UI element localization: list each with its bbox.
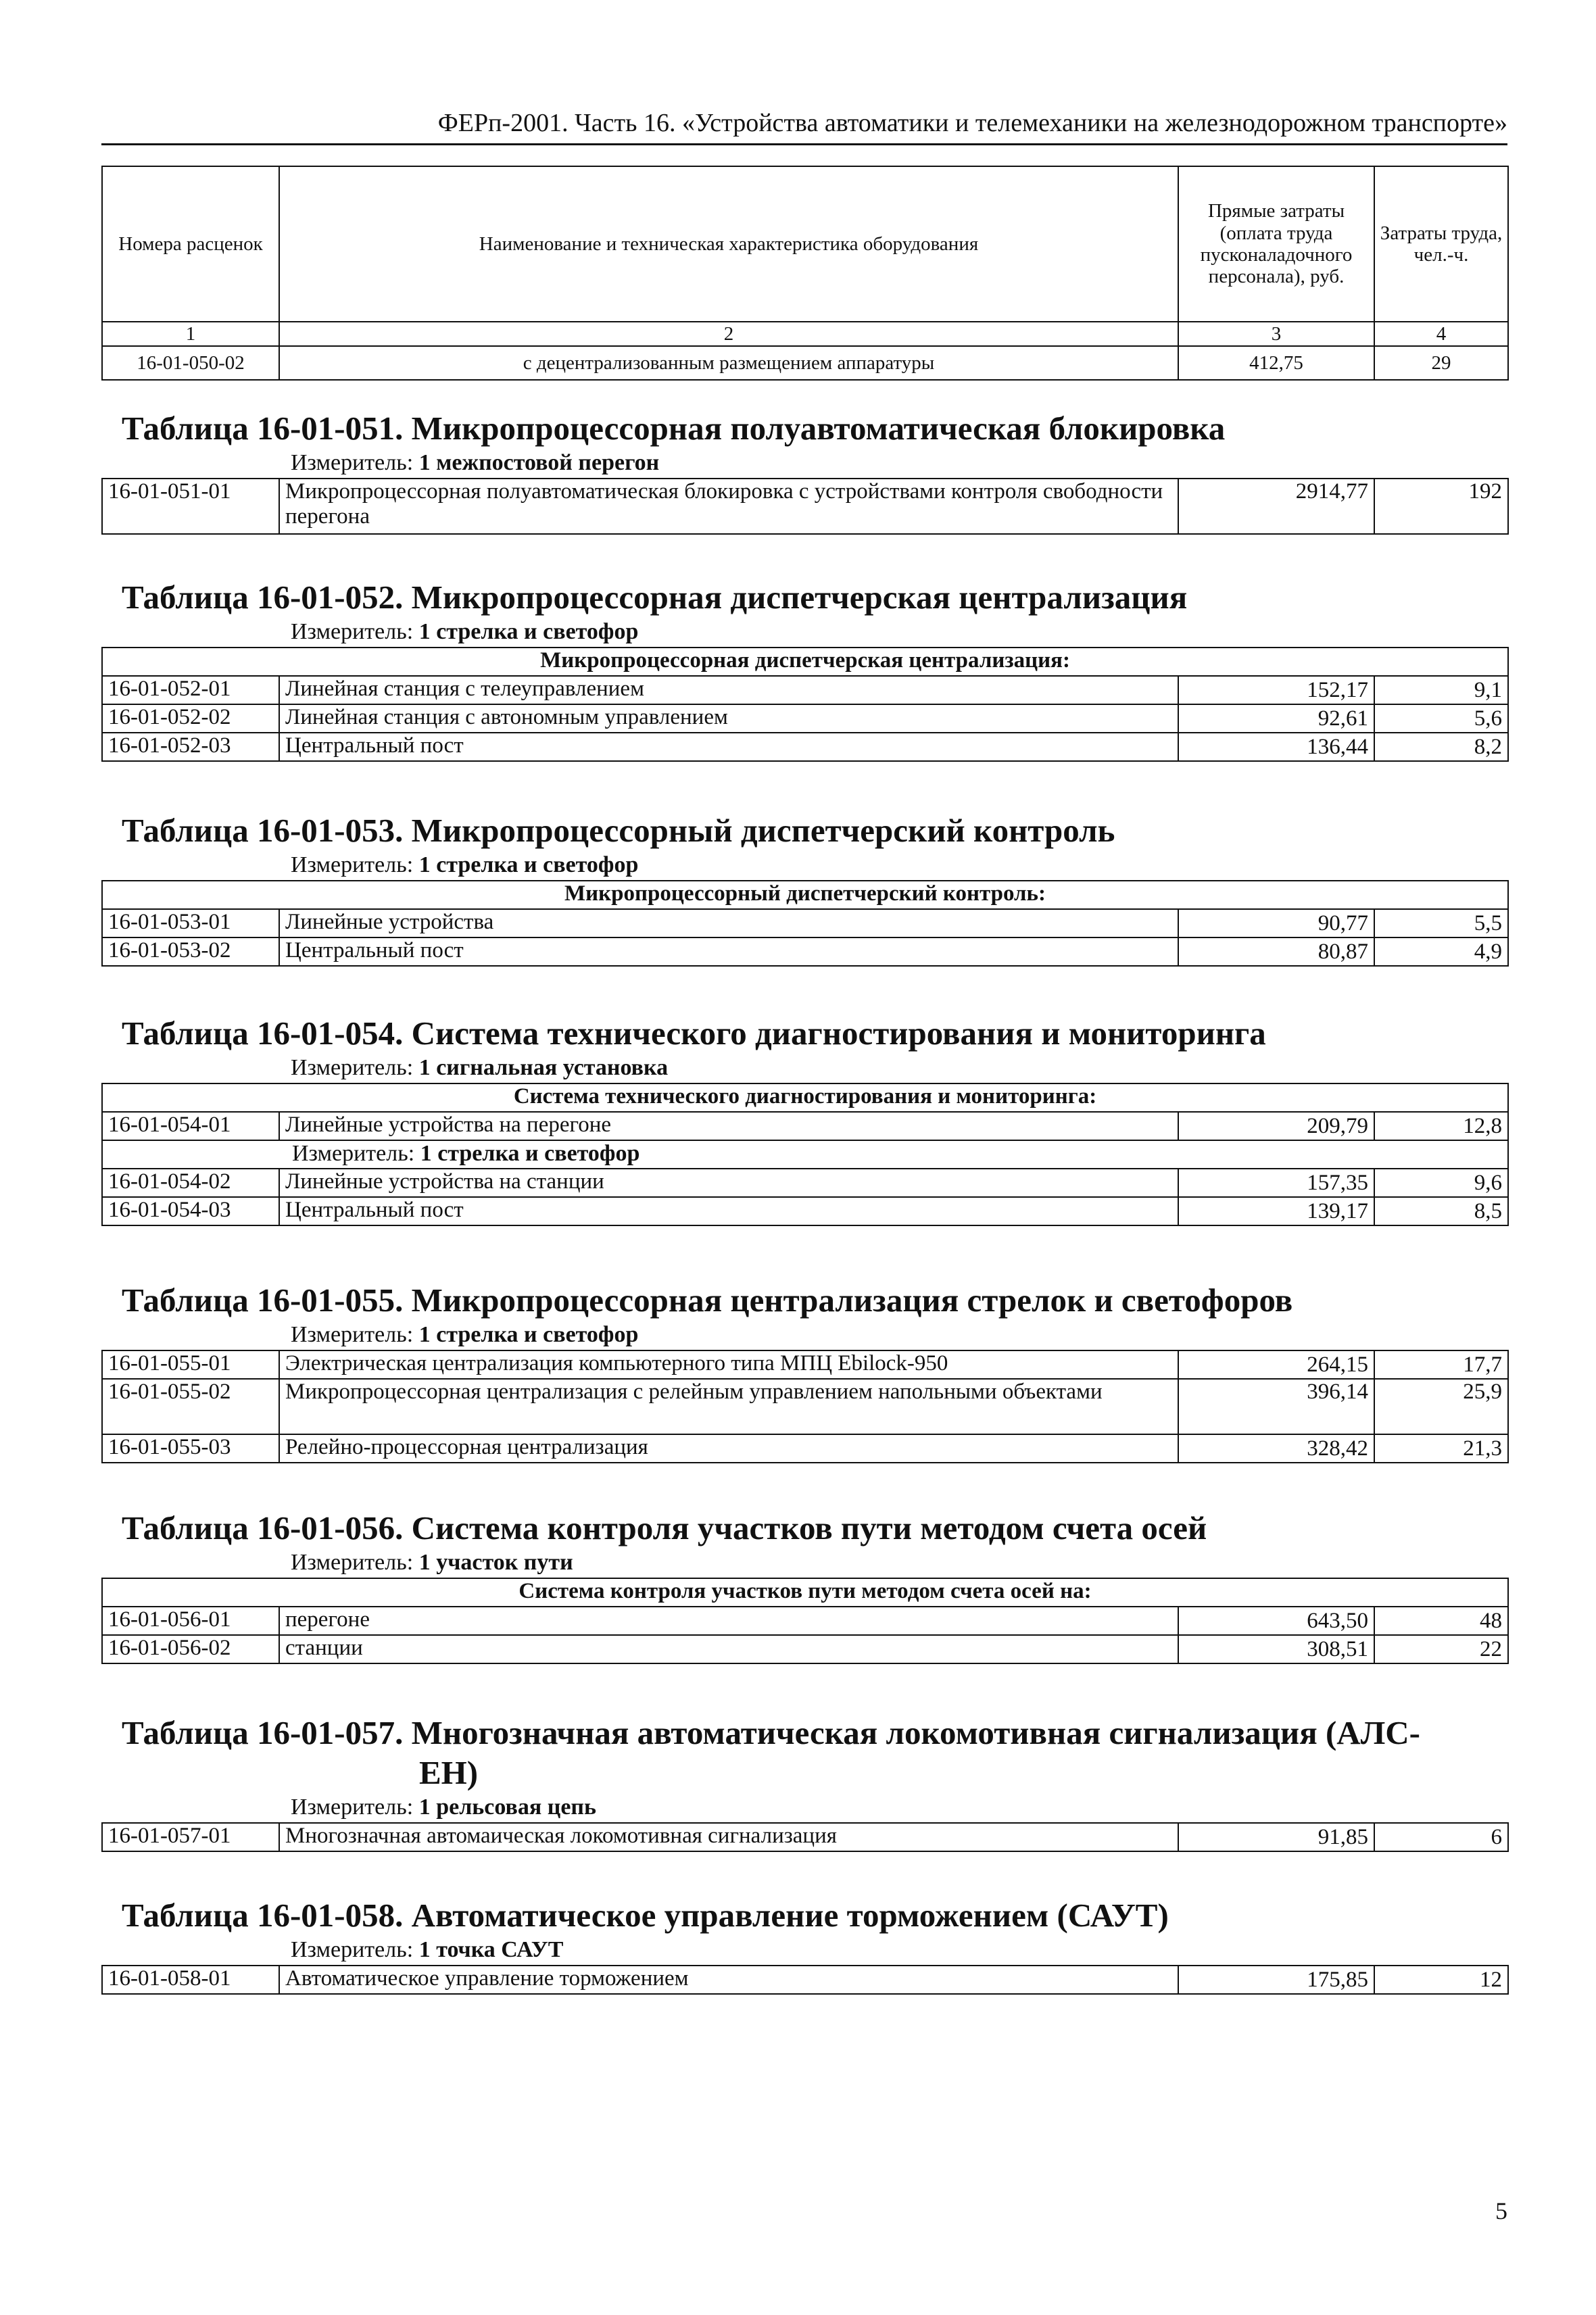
table-row [102,1112,1508,1140]
row-cost: 396,14 [1178,1379,1374,1434]
row-name: Линейная станция с телеуправлением [279,676,1178,704]
section-title-continuation: ЕН) [419,1753,479,1791]
row-code: 16-01-052-01 [102,676,279,704]
section-16-01-051 [101,409,1507,535]
unit-label: Измеритель: [291,449,414,475]
table-row [102,1350,1508,1379]
row-labor: 9,1 [1374,676,1508,704]
row-cost: 91,85 [1178,1823,1374,1851]
row-name: Микропроцессорная централизация с релейным управлением напольными объектами [279,1379,1178,1434]
row-cost: 308,51 [1178,1635,1374,1663]
row-cost: 2914,77 [1178,479,1374,534]
section-title: Таблица 16-01-055. Микропроцессорная централизация стрелок и светофоров [122,1282,1293,1319]
row-code: 16-01-051-01 [102,479,279,534]
row-labor: 48 [1374,1607,1508,1635]
unit-value: 1 участок пути [418,1549,573,1575]
row-name: Центральный пост [279,733,1178,761]
section-subheader: Система технического диагностирования и мониторинга: [102,1083,1508,1112]
row-code: 16-01-054-02 [102,1169,279,1197]
row-name: Линейная станция с автономным управлением [279,704,1178,733]
row-cost: 209,79 [1178,1112,1374,1140]
row-cost: 90,77 [1178,909,1374,937]
row-labor: 25,9 [1374,1379,1508,1434]
section-table [101,1350,1509,1463]
section-subheader: Микропроцессорный диспетчерский контроль: [102,881,1508,909]
unit-value: 1 стрелка и светофор [420,1141,640,1167]
section-subheader-row [102,1578,1508,1607]
section-title: Таблица 16-01-054. Система технического диагностирования и мониторинга [122,1015,1266,1052]
section-unit [101,1055,1507,1080]
section-table [101,880,1509,967]
section-title [101,1713,1507,1793]
section-title: Таблица 16-01-052. Микропроцессорная диспетчерская централизация [122,579,1188,616]
unit-value: 1 стрелка и светофор [418,1321,639,1347]
section-title: Таблица 16-01-056. Система контроля участков пути методом счета осей [122,1509,1207,1546]
row-labor: 17,7 [1374,1350,1508,1379]
unit-label: Измеритель: [292,1141,415,1167]
table-row [102,1966,1508,1994]
section-unit [101,1550,1507,1575]
row-code: 16-01-056-02 [102,1635,279,1663]
row-cost: 152,17 [1178,676,1374,704]
row-labor: 8,2 [1374,733,1508,761]
row-name: Многозначная автомаическая локомотивная сигнализация [279,1823,1178,1851]
table-row [102,1607,1508,1635]
table-row [102,1635,1508,1663]
section-title: Таблица 16-01-058. Автоматическое управление торможением (САУТ) [122,1897,1169,1934]
row-code: 16-01-052-02 [102,704,279,733]
row-labor: 21,3 [1374,1434,1508,1463]
section-16-01-057 [101,1713,1507,1852]
row-labor: 12,8 [1374,1112,1508,1140]
unit-label: Измеритель: [291,1549,414,1575]
unit-label: Измеритель: [291,1054,414,1080]
row-code: 16-01-053-02 [102,937,279,966]
row-labor: 9,6 [1374,1169,1508,1197]
row-cost: 139,17 [1178,1197,1374,1225]
unit-value: 1 межпостовой перегон [418,449,660,475]
section-title: Таблица 16-01-053. Микропроцессорный диспетчерский контроль [122,812,1115,849]
row-labor: 6 [1374,1823,1508,1851]
row-code: 16-01-055-01 [102,1350,279,1379]
unit-label: Измеритель: [291,1321,414,1347]
col-header-cost: Прямые затраты (оплата труда пусконаладочного персонала), руб. [1178,166,1374,322]
row-labor: 5,5 [1374,909,1508,937]
row-code: 16-01-053-01 [102,909,279,937]
unit-label: Измеритель: [291,852,414,877]
section-unit [101,619,1507,644]
row-labor: 192 [1374,479,1508,534]
row-name: Релейно-процессорная централизация [279,1434,1178,1463]
table-row [102,704,1508,733]
section-16-01-058 [101,1896,1507,1995]
col-index-4: 4 [1374,322,1508,346]
row-cost: 412,75 [1178,346,1374,380]
row-code: 16-01-056-01 [102,1607,279,1635]
section-unit [101,852,1507,877]
section-16-01-053 [101,811,1507,967]
section-16-01-055 [101,1281,1507,1463]
section-unit [101,450,1507,475]
row-labor: 29 [1374,346,1508,380]
column-index-row [102,322,1508,346]
unit-value: 1 стрелка и светофор [418,618,639,644]
row-name: Линейные устройства на перегоне [279,1112,1178,1140]
table-row [102,479,1508,534]
row-code: 16-01-050-02 [102,346,279,380]
inner-unit-row [102,1140,1508,1169]
table-row [102,909,1508,937]
col-index-3: 3 [1178,322,1374,346]
row-cost: 643,50 [1178,1607,1374,1635]
row-cost: 264,15 [1178,1350,1374,1379]
row-name: перегоне [279,1607,1178,1635]
row-name: с децентрализованным размещением аппаратуры [279,346,1178,380]
section-subheader-row [102,1083,1508,1112]
column-header-table [101,166,1509,381]
row-code: 16-01-052-03 [102,733,279,761]
section-subheader: Система контроля участков пути методом счета осей на: [102,1578,1508,1607]
unit-label: Измеритель: [291,618,414,644]
row-cost: 328,42 [1178,1434,1374,1463]
row-code: 16-01-054-03 [102,1197,279,1225]
unit-label: Измеритель: [291,1794,414,1820]
col-index-2: 2 [279,322,1178,346]
row-name: Линейные устройства [279,909,1178,937]
row-labor: 4,9 [1374,937,1508,966]
row-code: 16-01-055-02 [102,1379,279,1434]
unit-value: 1 стрелка и светофор [418,852,639,877]
row-name: Микропроцессорная полуавтоматическая блокировка с устройствами контроля свободности перегона [279,479,1178,534]
col-index-1: 1 [102,322,279,346]
section-subheader-row [102,648,1508,676]
row-cost: 157,35 [1178,1169,1374,1197]
section-16-01-052 [101,578,1507,762]
row-code: 16-01-055-03 [102,1434,279,1463]
section-subheader: Микропроцессорная диспетчерская централизация: [102,648,1508,676]
section-table [101,647,1509,762]
row-code: 16-01-057-01 [102,1823,279,1851]
row-name: станции [279,1635,1178,1663]
section-subheader-row [102,881,1508,909]
section-16-01-056 [101,1509,1507,1664]
section-table [101,478,1509,535]
table-row [102,1169,1508,1197]
section-unit [101,1937,1507,1962]
table-row [102,1434,1508,1463]
inner-unit [102,1140,1508,1169]
page-number: 5 [1495,2197,1507,2224]
row-labor: 5,6 [1374,704,1508,733]
column-header-row [102,166,1508,322]
row-name: Электрическая централизация компьютерного типа МПЦ Ebilock-950 [279,1350,1178,1379]
row-cost: 175,85 [1178,1966,1374,1994]
table-row [102,1823,1508,1851]
section-unit [101,1795,1507,1820]
running-header-text: ФЕРп-2001. Часть 16. «Устройства автоматики и телемеханики на железнодорожном транспорте» [437,109,1507,137]
section-title-line: Таблица 16-01-057. Многозначная автоматическая локомотивная сигнализация (АЛС- [122,1714,1420,1751]
section-title: Таблица 16-01-051. Микропроцессорная полуавтоматическая блокировка [122,410,1226,447]
col-header-labor: Затраты труда, чел.-ч. [1374,166,1508,322]
row-cost: 80,87 [1178,937,1374,966]
table-row [102,346,1508,380]
section-table [101,1822,1509,1852]
unit-label: Измеритель: [291,1936,414,1962]
section-unit [101,1322,1507,1347]
row-labor: 8,5 [1374,1197,1508,1225]
section-table [101,1965,1509,1995]
row-name: Автоматическое управление торможением [279,1966,1178,1994]
row-name: Центральный пост [279,1197,1178,1225]
row-code: 16-01-054-01 [102,1112,279,1140]
table-row [102,733,1508,761]
table-row [102,937,1508,966]
row-name: Центральный пост [279,937,1178,966]
running-header [101,101,1507,145]
col-header-name: Наименование и техническая характеристика оборудования [279,166,1178,322]
table-row [102,1197,1508,1225]
row-labor: 22 [1374,1635,1508,1663]
row-name: Линейные устройства на станции [279,1169,1178,1197]
section-table [101,1578,1509,1664]
row-cost: 92,61 [1178,704,1374,733]
row-code: 16-01-058-01 [102,1966,279,1994]
table-row [102,676,1508,704]
row-labor: 12 [1374,1966,1508,1994]
unit-value: 1 точка САУТ [418,1936,564,1962]
section-table [101,1083,1509,1226]
table-row [102,1379,1508,1434]
col-header-code: Номера расценок [102,166,279,322]
unit-value: 1 рельсовая цепь [418,1794,596,1820]
unit-value: 1 сигнальная установка [418,1054,669,1080]
row-cost: 136,44 [1178,733,1374,761]
section-16-01-054 [101,1014,1507,1226]
